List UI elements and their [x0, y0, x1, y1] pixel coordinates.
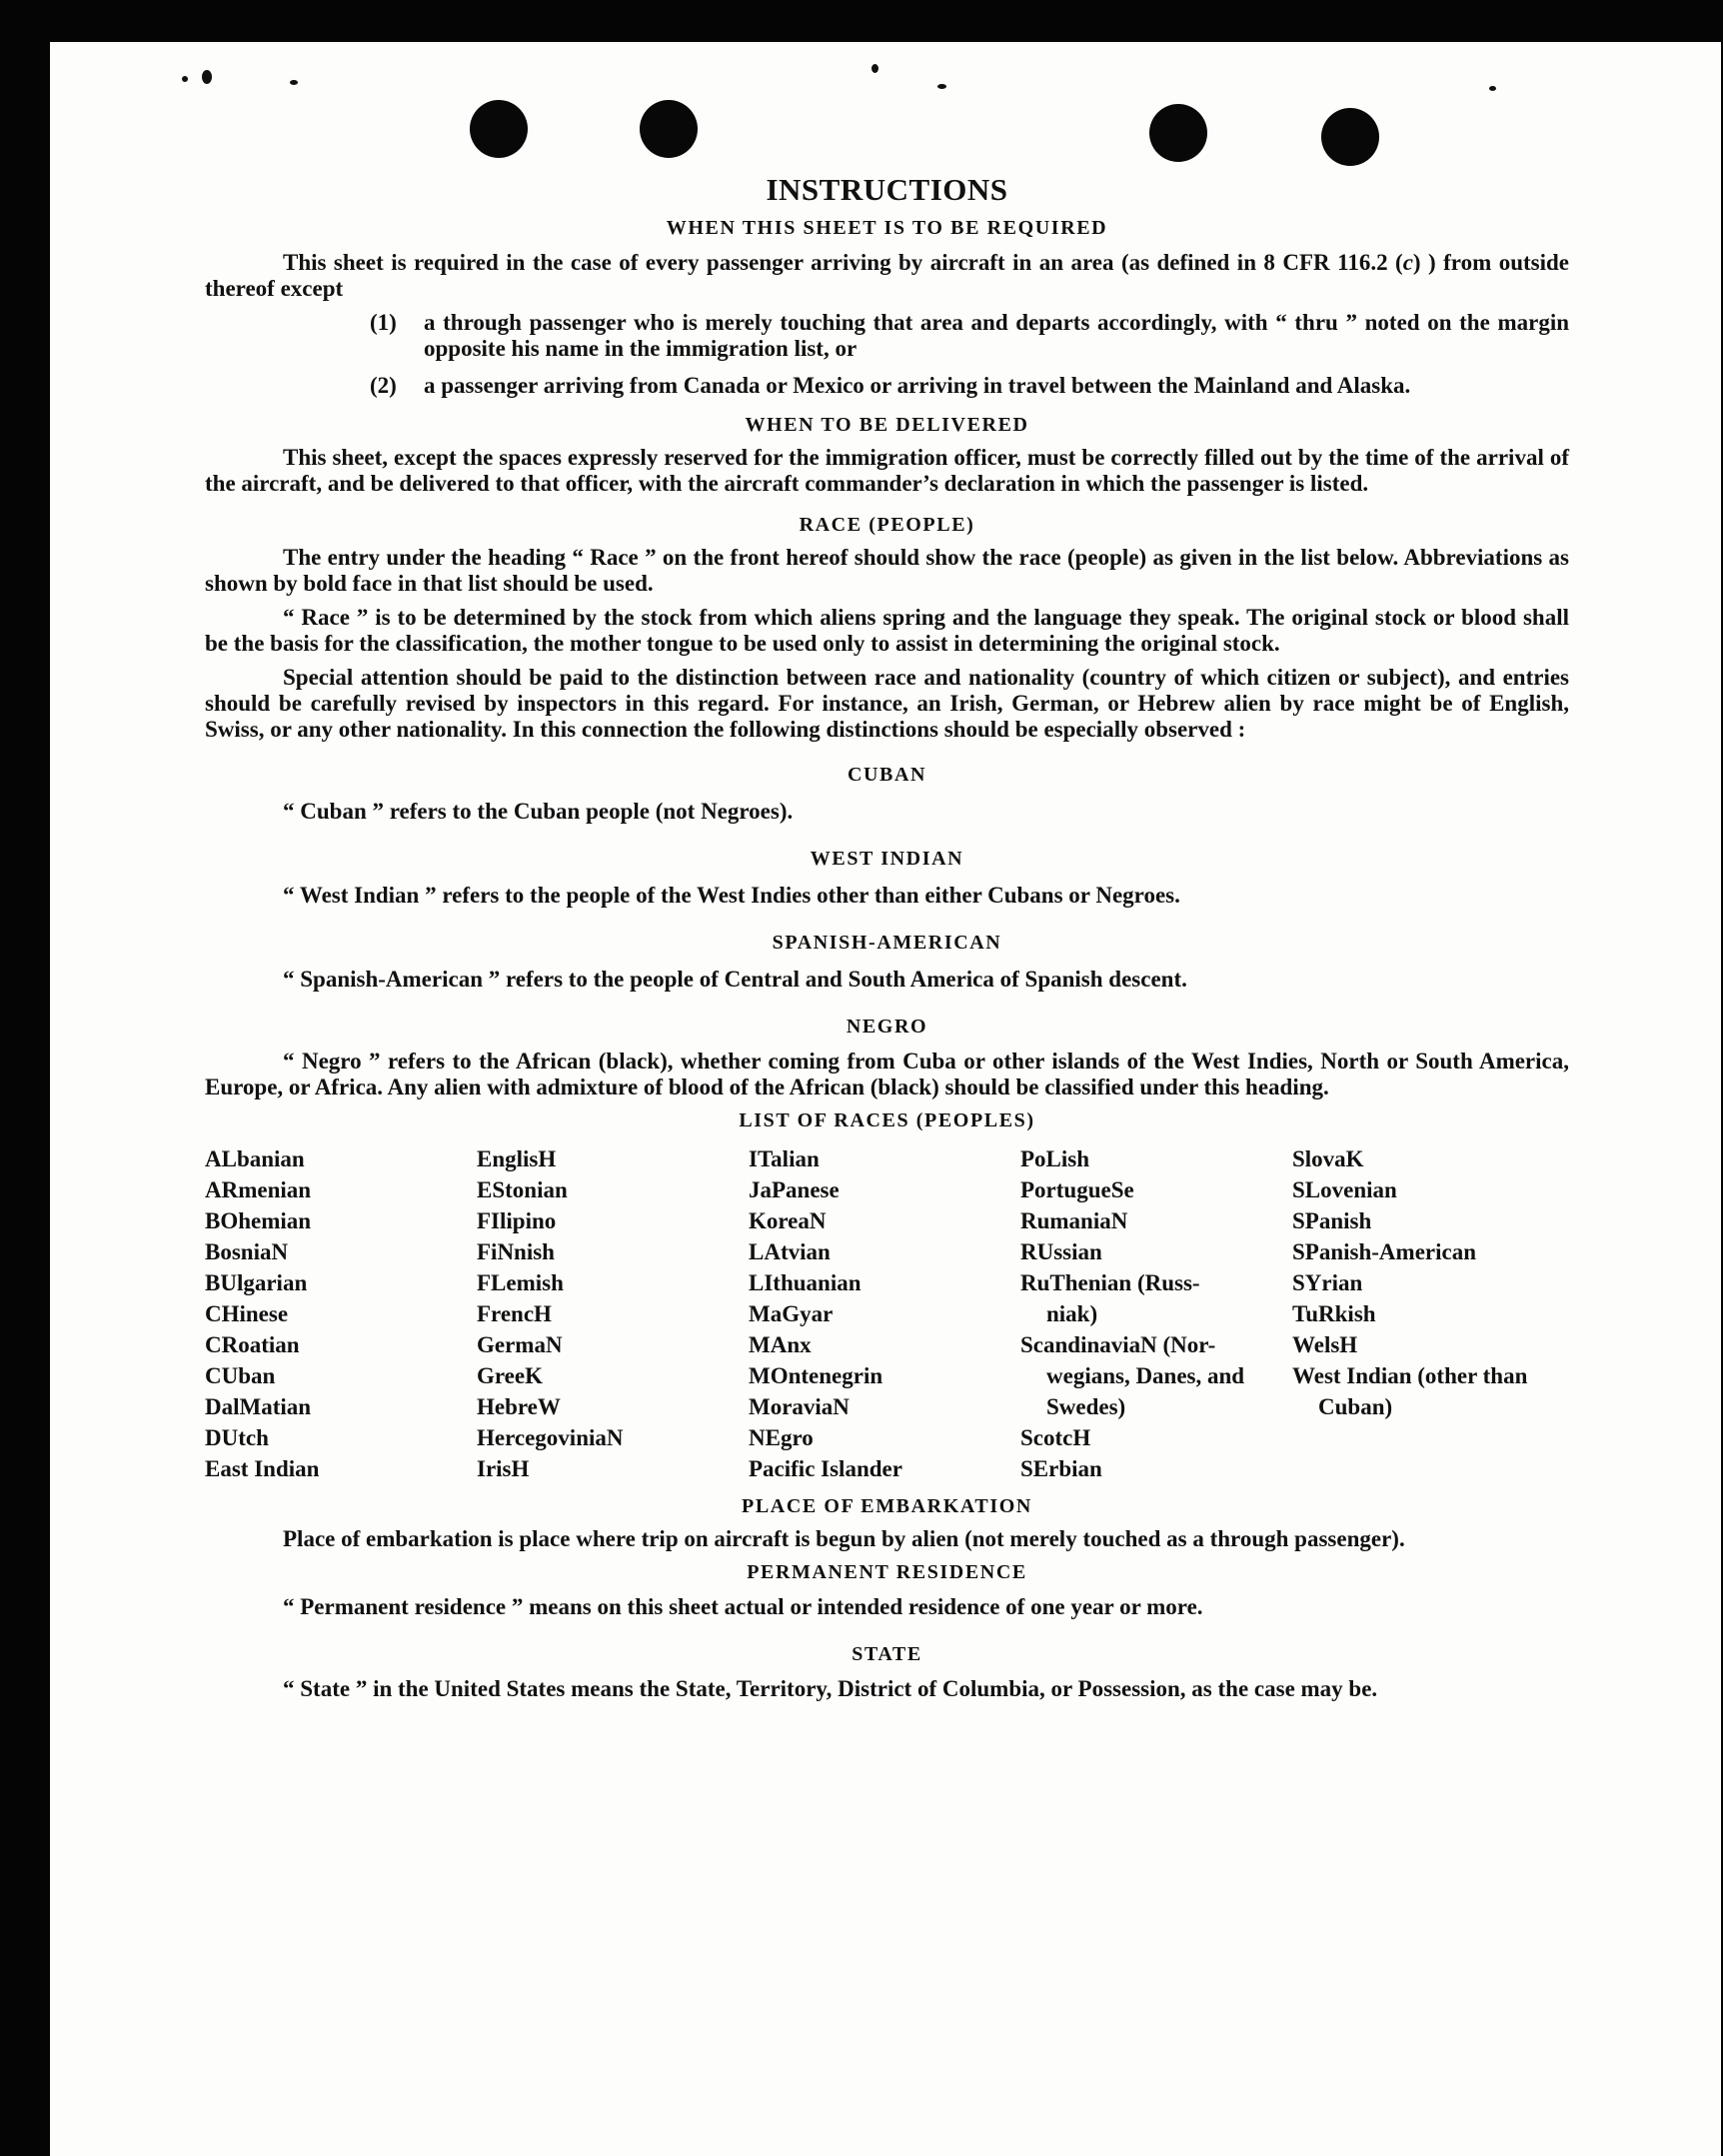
race-entry: TuRkish: [1292, 1301, 1376, 1326]
races-column-4: [1020, 1143, 1292, 1484]
race-entry: BOhemian: [205, 1208, 312, 1233]
race-paragraph-1: The entry under the heading “ Race ” on the front hereof should show the race (people) as given in the list below. Abbreviations as shown by bold face in that list should be used.: [205, 545, 1569, 596]
race-paragraph-2: “ Race ” is to be determined by the stock from which aliens spring and the language they speak. The original stock or blood shall be the basis for the classification, the mother tongue to be used only to assist in determining the original stock.: [205, 605, 1569, 656]
race-entry: KoreaN: [749, 1208, 827, 1233]
section-heading-west-indian: WEST INDIAN: [810, 848, 964, 870]
race-entry: BosniaN: [205, 1239, 289, 1264]
item-text: a through passenger who is merely touching that area and departs accordingly, with “ thru ” noted on the margin opposite his name in the immigration list, or: [424, 310, 1569, 361]
document-page: [50, 42, 1721, 2156]
section-heading-residence: PERMANENT RESIDENCE: [747, 1561, 1027, 1583]
when-required-intro-text-end: ) ) from outside thereof except: [205, 250, 1569, 301]
race-entry: PoLish: [1020, 1146, 1090, 1171]
embarkation-text: Place of embarkation is place where trip on aircraft is begun by alien (not merely touched as a through passenger).: [283, 1526, 1405, 1551]
ink-speck: [290, 80, 298, 85]
state-text: “ State ” in the United States means the State, Territory, District of Columbia, or Possession, as the case may be.: [283, 1676, 1378, 1701]
race-entry: PortugueSe: [1020, 1177, 1134, 1202]
when-delivered-text: This sheet, except the spaces expressly reserved for the immigration officer, must be correctly filled out by the time of the arrival of the aircraft, and be delivered to that officer, with the aircraft commander’s declaration in which the passenger is listed.: [205, 445, 1569, 496]
race-entry: LIthuanian: [749, 1270, 862, 1295]
race-entry: RuThenian (Russ- niak): [1020, 1270, 1200, 1326]
section-heading-list-of-races: LIST OF RACES (PEOPLES): [739, 1109, 1035, 1131]
race-entry: SYrian: [1292, 1270, 1363, 1295]
races-column-1: [205, 1143, 477, 1484]
punch-hole-4: [1321, 108, 1379, 166]
race-entry: WelsH: [1292, 1332, 1358, 1357]
negro-text: “ Negro ” refers to the African (black), whether coming from Cuba or other islands of the West Indies, North or South America, Europe, or Africa. Any alien with admixture of blood of the African (black) should be classified under this heading.: [205, 1049, 1569, 1099]
race-entry: HebreW: [477, 1394, 561, 1419]
race-entry: CRoatian: [205, 1332, 300, 1357]
race-entry: SlovaK: [1292, 1146, 1364, 1171]
race-entry: DalMatian: [205, 1394, 312, 1419]
ink-speck: [182, 76, 188, 82]
race-entry: West Indian (other than Cuban): [1292, 1363, 1528, 1419]
section-heading-embarkation: PLACE OF EMBARKATION: [742, 1495, 1032, 1517]
race-entry: GermaN: [477, 1332, 563, 1357]
race-entry: ScotcH: [1020, 1425, 1091, 1450]
when-required-intro-italic: c: [1402, 250, 1413, 275]
race-entry: LAtvian: [749, 1239, 831, 1264]
race-entry: Pacific Islander: [749, 1456, 902, 1481]
race-entry: FLemish: [477, 1270, 564, 1295]
ink-speck: [1489, 86, 1496, 91]
race-entry: CUban: [205, 1363, 276, 1388]
section-heading-cuban: CUBAN: [847, 764, 927, 786]
residence-text: “ Permanent residence ” means on this sheet actual or intended residence of one year or more.: [283, 1594, 1203, 1619]
section-heading-race: RACE (PEOPLE): [799, 514, 975, 536]
races-column-3: [749, 1143, 1020, 1484]
west-indian-text: “ West Indian ” refers to the people of the West Indies other than either Cubans or Negroes.: [283, 883, 1180, 908]
list-item: [370, 373, 1569, 399]
race-entry: SErbian: [1020, 1456, 1102, 1481]
race-entry: JaPanese: [749, 1177, 840, 1202]
race-entry: RumaniaN: [1020, 1208, 1128, 1233]
races-list: [205, 1143, 1569, 1484]
when-required-intro-text: This sheet is required in the case of every passenger arriving by aircraft in an area (as defined in 8 CFR 116.2 (: [283, 250, 1403, 275]
item-text: a passenger arriving from Canada or Mexico or arriving in travel between the Mainland and Alaska.: [424, 373, 1411, 398]
race-entry: ALbanian: [205, 1146, 305, 1171]
section-heading-spanish-american: SPANISH-AMERICAN: [772, 932, 1002, 954]
race-entry: MAnx: [749, 1332, 812, 1357]
ink-speck: [937, 84, 946, 89]
race-entry: SLovenian: [1292, 1177, 1397, 1202]
race-entry: MaGyar: [749, 1301, 834, 1326]
punch-hole-2: [640, 100, 698, 158]
list-item: [370, 310, 1569, 362]
ink-speck: [871, 64, 878, 73]
section-heading-when-delivered: WHEN TO BE DELIVERED: [745, 414, 1029, 436]
race-entry: DUtch: [205, 1425, 269, 1450]
race-entry: FrencH: [477, 1301, 552, 1326]
race-paragraph-3: Special attention should be paid to the distinction between race and nationality (country of which citizen or subject), and entries should be carefully revised by inspectors in this regard. For instance, an Irish, German, or Hebrew alien by race might be of English, Swiss, or any other nationality. In this connection the following distinctions should be especially observed :: [205, 665, 1569, 742]
item-number: (1): [370, 310, 397, 335]
race-entry: MOntenegrin: [749, 1363, 883, 1388]
cuban-text: “ Cuban ” refers to the Cuban people (not Negroes).: [283, 799, 794, 824]
race-entry: MoraviaN: [749, 1394, 850, 1419]
race-entry: HercegoviniaN: [477, 1425, 624, 1450]
race-entry: ScandinaviaN (Nor- wegians, Danes, and Swedes): [1020, 1332, 1245, 1419]
race-entry: SPanish-American: [1292, 1239, 1476, 1264]
section-heading-negro: NEGRO: [846, 1016, 928, 1038]
spanish-american-text: “ Spanish-American ” refers to the people of Central and South America of Spanish descent.: [283, 967, 1187, 992]
race-entry: EnglisH: [477, 1146, 557, 1171]
race-entry: ARmenian: [205, 1177, 312, 1202]
when-required-intro: [205, 250, 1569, 302]
races-column-2: [477, 1143, 749, 1484]
item-number: (2): [370, 373, 397, 398]
race-entry: FIlipino: [477, 1208, 557, 1233]
race-entry: RUssian: [1020, 1239, 1102, 1264]
race-entry: CHinese: [205, 1301, 289, 1326]
race-entry: BUlgarian: [205, 1270, 308, 1295]
ink-speck: [202, 70, 212, 84]
race-entry: SPanish: [1292, 1208, 1372, 1233]
race-entry: GreeK: [477, 1363, 543, 1388]
instructions-content: [205, 172, 1569, 1702]
race-entry: IrisH: [477, 1456, 530, 1481]
race-entry: ITalian: [749, 1146, 820, 1171]
page-title: INSTRUCTIONS: [766, 172, 1008, 207]
race-entry: FiNnish: [477, 1239, 555, 1264]
punch-hole-3: [1149, 104, 1207, 162]
section-heading-state: STATE: [852, 1643, 922, 1665]
section-heading-when-required: WHEN THIS SHEET IS TO BE REQUIRED: [666, 217, 1108, 239]
race-entry: East Indian: [205, 1456, 320, 1481]
punch-hole-1: [470, 100, 528, 158]
races-column-5: [1292, 1143, 1569, 1484]
race-entry: NEgro: [749, 1425, 814, 1450]
race-entry: EStonian: [477, 1177, 568, 1202]
